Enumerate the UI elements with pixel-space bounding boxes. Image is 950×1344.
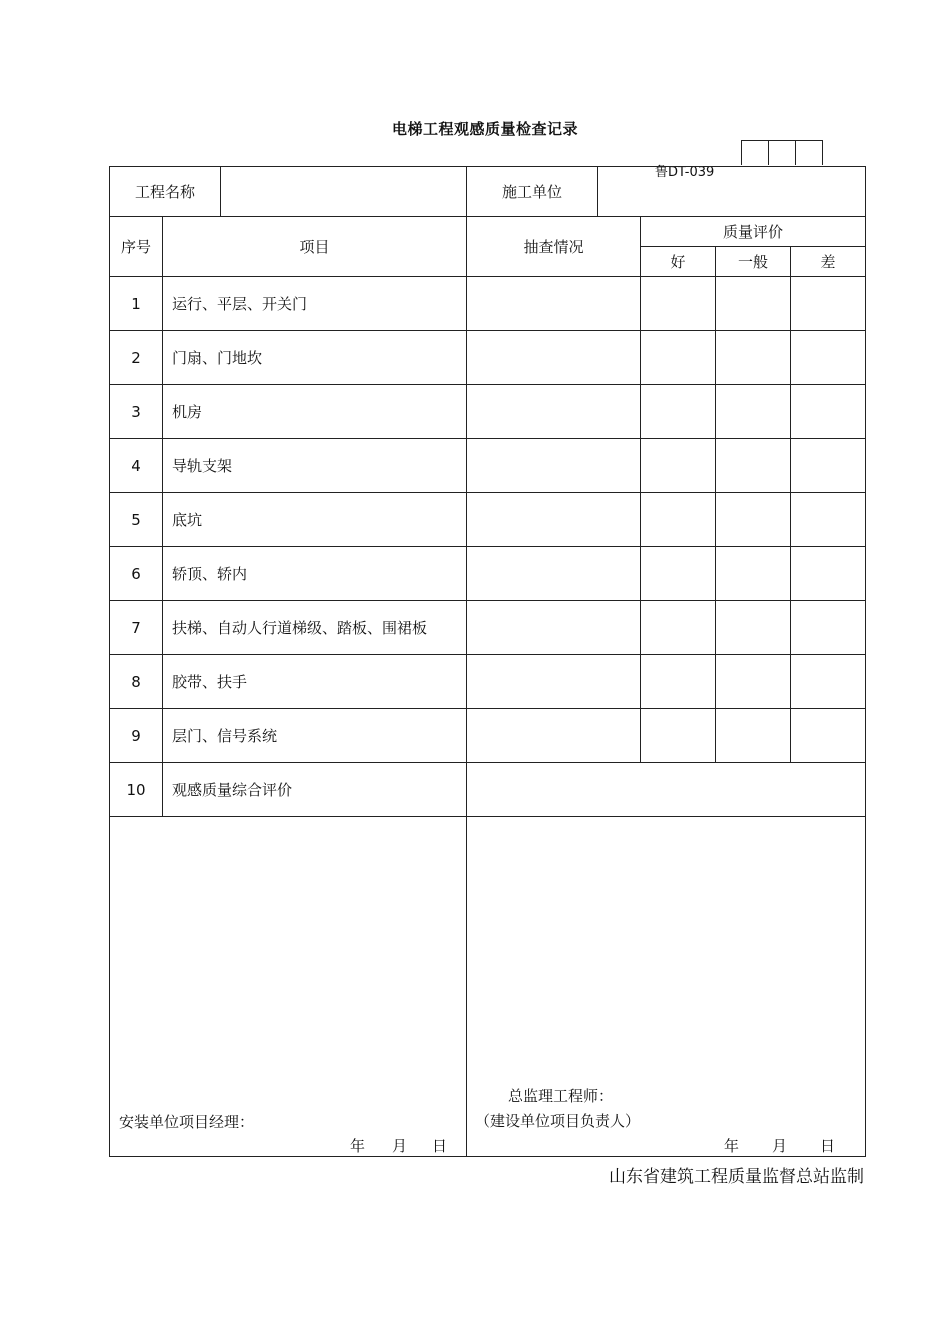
summary-evaluation-cell[interactable] <box>467 763 866 817</box>
poor-cell[interactable] <box>791 277 866 331</box>
fair-cell[interactable] <box>716 601 791 655</box>
row-item: 扶梯、自动人行道梯级、踏板、围裙板 <box>163 601 467 655</box>
inspection-cell[interactable] <box>467 493 641 547</box>
row-number: 9 <box>110 709 163 763</box>
row-item: 层门、信号系统 <box>163 709 467 763</box>
table-row <box>110 709 866 763</box>
table-row <box>110 439 866 493</box>
contractor-value[interactable] <box>598 167 866 217</box>
poor-cell[interactable] <box>791 601 866 655</box>
fair-cell[interactable] <box>716 331 791 385</box>
table-row <box>110 331 866 385</box>
table-row <box>110 655 866 709</box>
row-item: 底坑 <box>163 493 467 547</box>
inspection-cell[interactable] <box>467 385 641 439</box>
fair-cell[interactable] <box>716 709 791 763</box>
good-cell[interactable] <box>641 601 716 655</box>
inspection-cell[interactable] <box>467 331 641 385</box>
col-good-header: 好 <box>641 247 716 277</box>
date-year: 年 <box>724 1137 740 1155</box>
row-item: 门扇、门地坎 <box>163 331 467 385</box>
date-month: 月 <box>392 1137 408 1155</box>
form-code: 鲁DT-039 <box>655 165 715 180</box>
table-row <box>110 547 866 601</box>
row-number: 2 <box>110 331 163 385</box>
issuer-footer: 山东省建筑工程质量监督总站监制 <box>609 1167 864 1187</box>
inspection-form-table <box>109 166 866 1157</box>
table-row <box>110 493 866 547</box>
poor-cell[interactable] <box>791 439 866 493</box>
serial-box[interactable] <box>795 140 823 165</box>
good-cell[interactable] <box>641 439 716 493</box>
col-poor-header: 差 <box>791 247 866 277</box>
date-day: 日 <box>432 1137 448 1155</box>
date-day: 日 <box>820 1137 836 1155</box>
table-row <box>110 385 866 439</box>
row-item: 运行、平层、开关门 <box>163 277 467 331</box>
inspection-cell[interactable] <box>467 547 641 601</box>
row-number: 7 <box>110 601 163 655</box>
good-cell[interactable] <box>641 709 716 763</box>
contractor-manager-label: 安装单位项目经理： <box>119 1113 255 1131</box>
inspection-cell[interactable] <box>467 439 641 493</box>
owner-representative-label: （建设单位项目负责人） <box>475 1112 641 1130</box>
contractor-signature-block[interactable] <box>110 817 467 1157</box>
good-cell[interactable] <box>641 331 716 385</box>
col-no-header: 序号 <box>110 217 163 277</box>
header-row <box>110 167 866 217</box>
summary-item: 观感质量综合评价 <box>163 763 467 817</box>
poor-cell[interactable] <box>791 655 866 709</box>
col-quality-header: 质量评价 <box>641 217 866 247</box>
chief-supervisor-label: 总监理工程师： <box>508 1087 614 1105</box>
serial-box[interactable] <box>768 140 796 165</box>
inspection-cell[interactable] <box>467 277 641 331</box>
col-item-header: 项目 <box>163 217 467 277</box>
inspection-cell[interactable] <box>467 655 641 709</box>
summary-row <box>110 763 866 817</box>
serial-box[interactable] <box>741 140 769 165</box>
fair-cell[interactable] <box>716 277 791 331</box>
page-title: 电梯工程观感质量检查记录 <box>391 120 578 138</box>
project-name-label: 工程名称 <box>110 167 221 217</box>
fair-cell[interactable] <box>716 493 791 547</box>
contractor-label: 施工单位 <box>467 167 598 217</box>
row-item: 轿顶、轿内 <box>163 547 467 601</box>
date-year: 年 <box>350 1137 366 1155</box>
row-number: 8 <box>110 655 163 709</box>
serial-number-boxes <box>741 140 823 165</box>
fair-cell[interactable] <box>716 439 791 493</box>
fair-cell[interactable] <box>716 547 791 601</box>
col-inspection-header: 抽查情况 <box>467 217 641 277</box>
good-cell[interactable] <box>641 277 716 331</box>
fair-cell[interactable] <box>716 655 791 709</box>
column-header-row <box>110 217 866 247</box>
row-number: 10 <box>110 763 163 817</box>
good-cell[interactable] <box>641 547 716 601</box>
poor-cell[interactable] <box>791 547 866 601</box>
row-number: 5 <box>110 493 163 547</box>
row-number: 1 <box>110 277 163 331</box>
row-item: 胶带、扶手 <box>163 655 467 709</box>
inspection-cell[interactable] <box>467 709 641 763</box>
row-item: 导轨支架 <box>163 439 467 493</box>
supervisor-signature-block[interactable] <box>467 817 866 1157</box>
row-number: 6 <box>110 547 163 601</box>
good-cell[interactable] <box>641 655 716 709</box>
poor-cell[interactable] <box>791 385 866 439</box>
project-name-value[interactable] <box>221 167 467 217</box>
row-item: 机房 <box>163 385 467 439</box>
row-number: 4 <box>110 439 163 493</box>
table-row <box>110 277 866 331</box>
poor-cell[interactable] <box>791 493 866 547</box>
poor-cell[interactable] <box>791 331 866 385</box>
row-number: 3 <box>110 385 163 439</box>
fair-cell[interactable] <box>716 385 791 439</box>
signature-row <box>110 817 866 1157</box>
col-fair-header: 一般 <box>716 247 791 277</box>
poor-cell[interactable] <box>791 709 866 763</box>
good-cell[interactable] <box>641 493 716 547</box>
date-month: 月 <box>772 1137 788 1155</box>
table-row <box>110 601 866 655</box>
good-cell[interactable] <box>641 385 716 439</box>
inspection-cell[interactable] <box>467 601 641 655</box>
